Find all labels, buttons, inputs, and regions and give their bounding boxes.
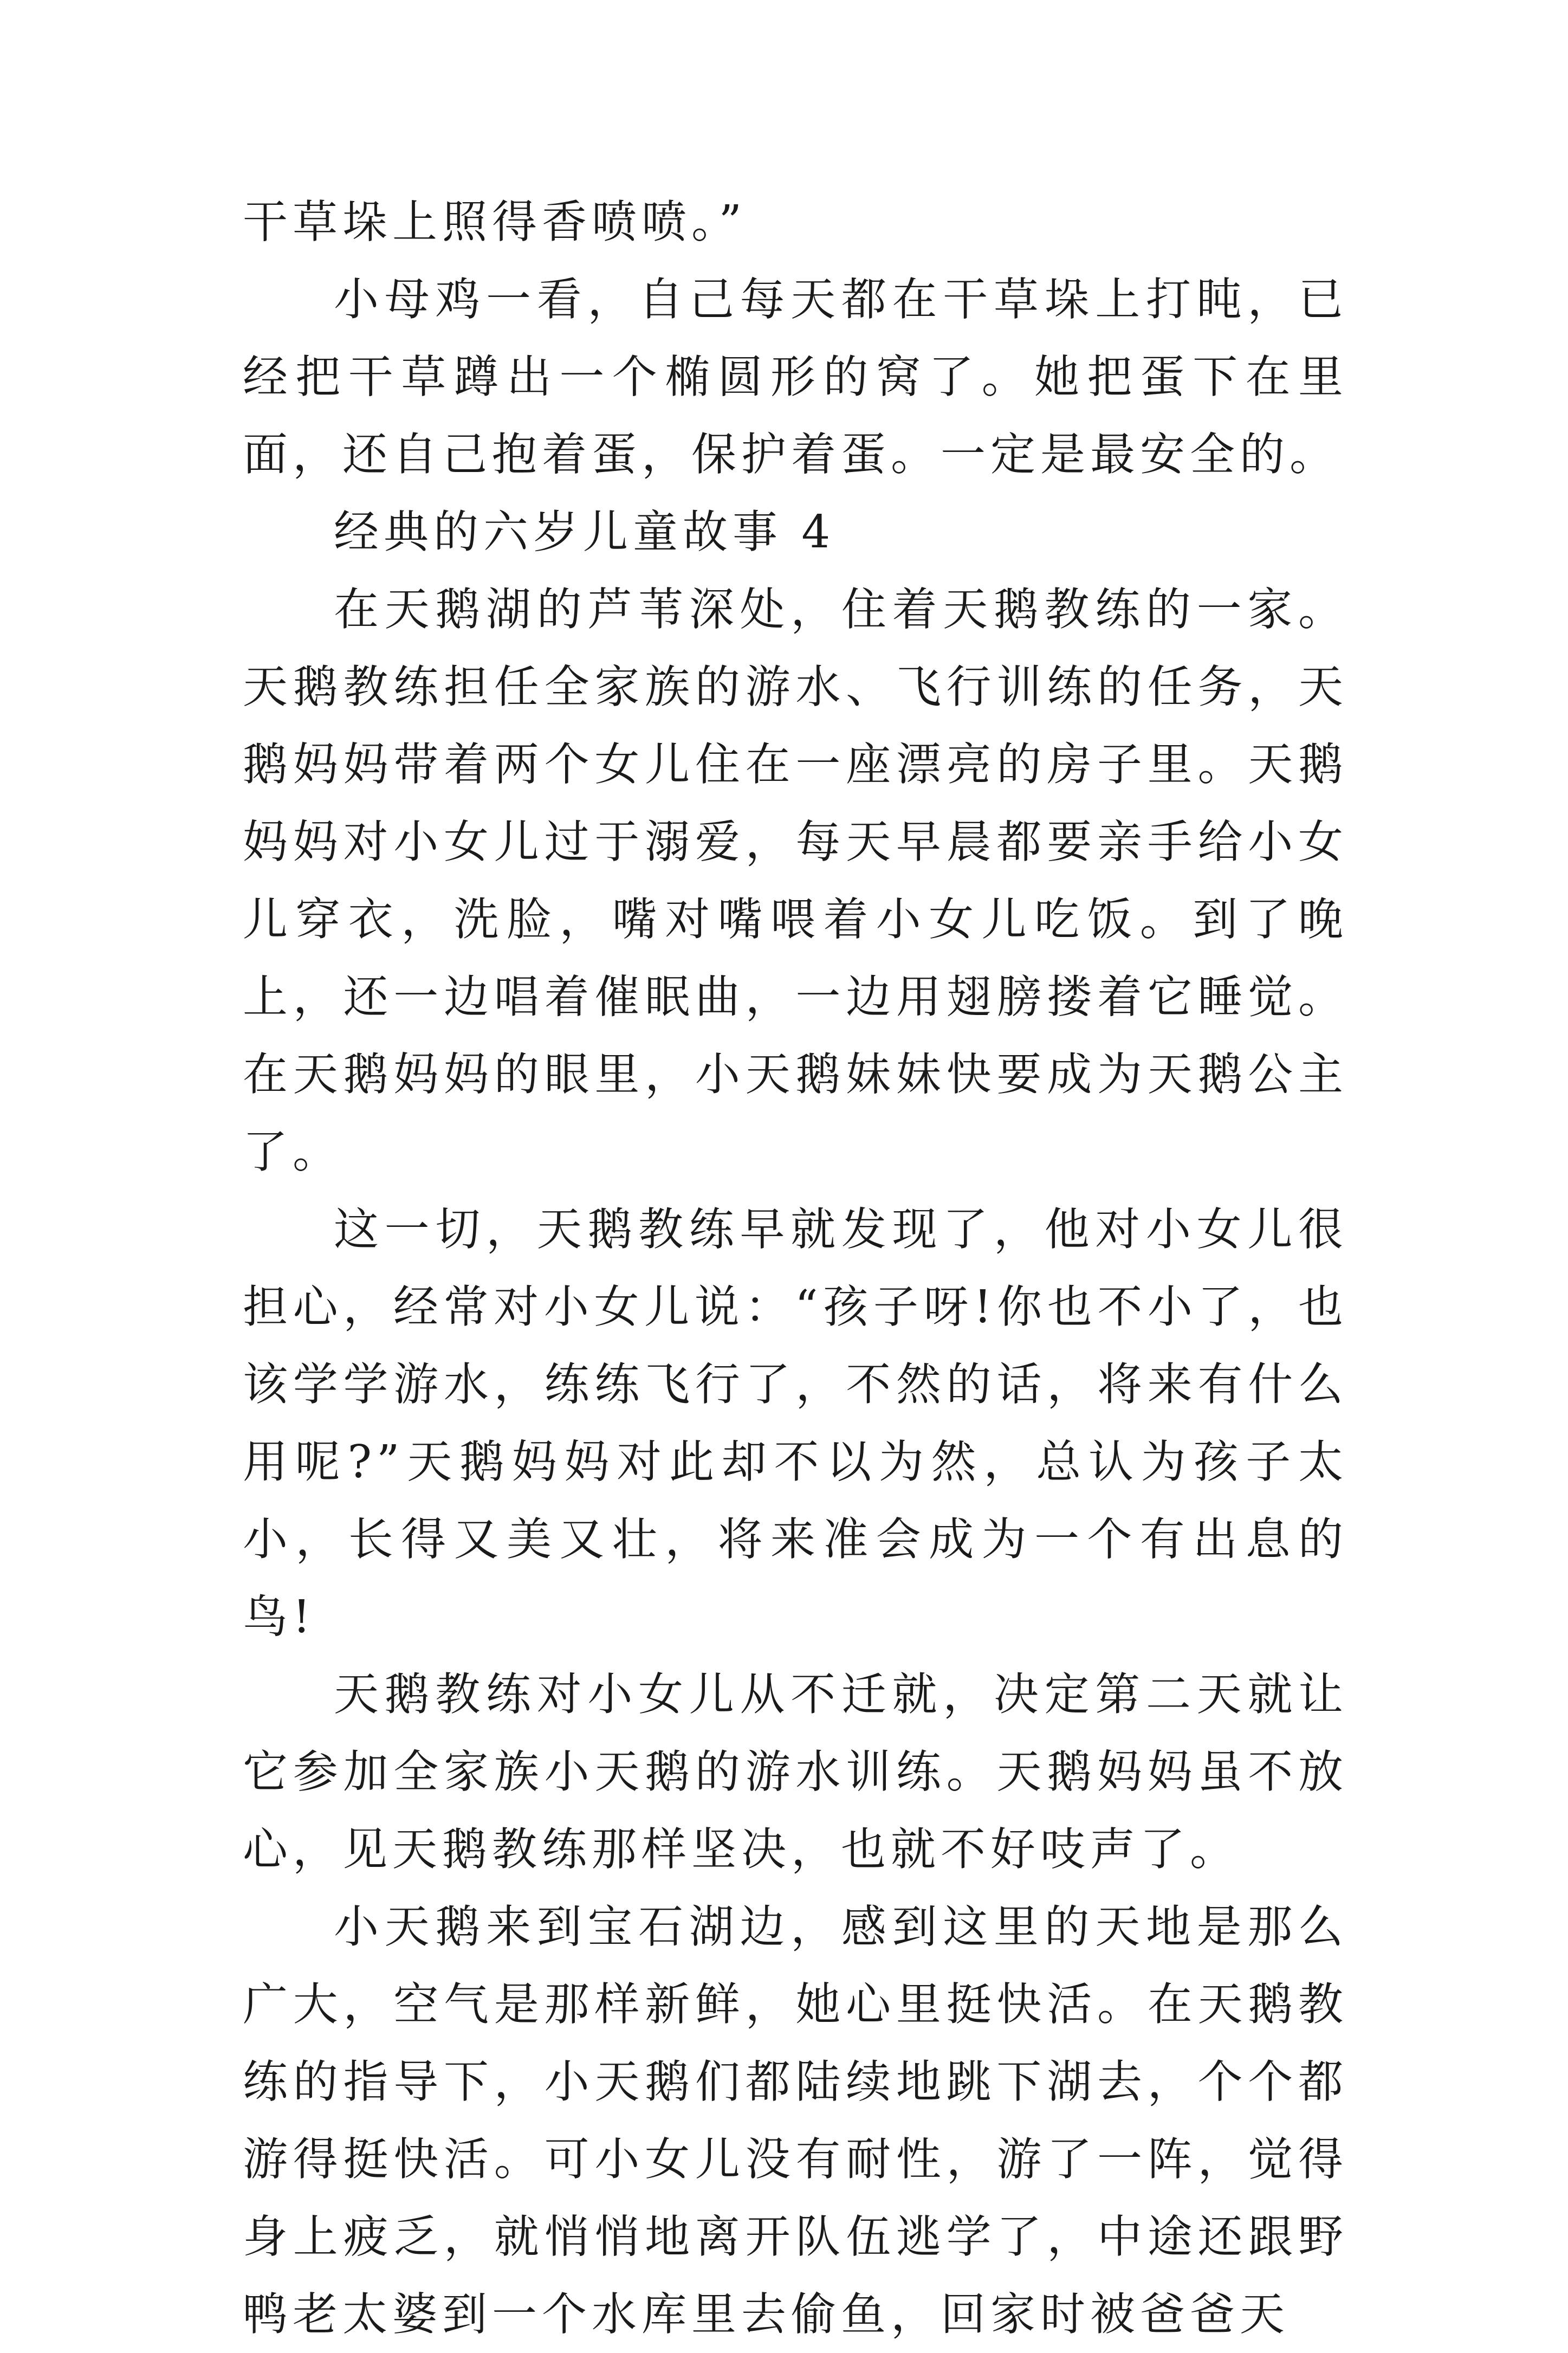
document-body <box>243 183 1348 2353</box>
paragraph-coach-worry: 这一切，天鹅教练早就发现了，他对小女儿很担心，经常对小女儿说：“孩子呀!你也不小了，也该学学游水，练练飞行了，不然的话，将来有什么用呢?”天鹅妈妈对此却不以为然，总认为孩子太小，长得又美又壮，将来准会成为一个有出息的鸟! <box>243 1203 1348 1643</box>
paragraph-hen-nest: 小母鸡一看，自己每天都在干草垛上打盹，已经把干草蹲出一个椭圆形的窝了。她把蛋下在里面，还自己抱着蛋，保护着蛋。一定是最安全的。 <box>243 273 1348 481</box>
paragraph-swan-family: 在天鹅湖的芦苇深处，住着天鹅教练的一家。天鹅教练担任全家族的游水、飞行训练的任务，天鹅妈妈带着两个女儿住在一座漂亮的房子里。天鹅妈妈对小女儿过于溺爱，每天早晨都要亲手给小女儿穿衣，洗脸，嘴对嘴喂着小女儿吃饭。到了晚上，还一边唱着催眠曲，一边用翅膀搂着它睡觉。在天鹅妈妈的眼里，小天鹅妹妹快要成为天鹅公主了。 <box>243 583 1348 1178</box>
paragraph-training-decision: 天鹅教练对小女儿从不迁就，决定第二天就让它参加全家族小天鹅的游水训练。天鹅妈妈虽不放心，见天鹅教练那样坚决，也就不好吱声了。 <box>243 1668 1348 1876</box>
paragraph-lake-training: 小天鹅来到宝石湖边，感到这里的天地是那么广大，空气是那样新鲜，她心里挺快活。在天鹅教练的指导下，小天鹅们都陆续地跳下湖去，个个都游得挺快活。可小女儿没有耐性，游了一阵，觉得身上疲乏，就悄悄地离开队伍逃学了，中途还跟野鸭老太婆到一个水库里去偷鱼，回家时被爸爸天 <box>243 1900 1348 2341</box>
story-heading: 经典的六岁儿童故事 4 <box>334 506 835 558</box>
paragraph-continued: 干草垛上照得香喷喷。” <box>243 196 747 248</box>
